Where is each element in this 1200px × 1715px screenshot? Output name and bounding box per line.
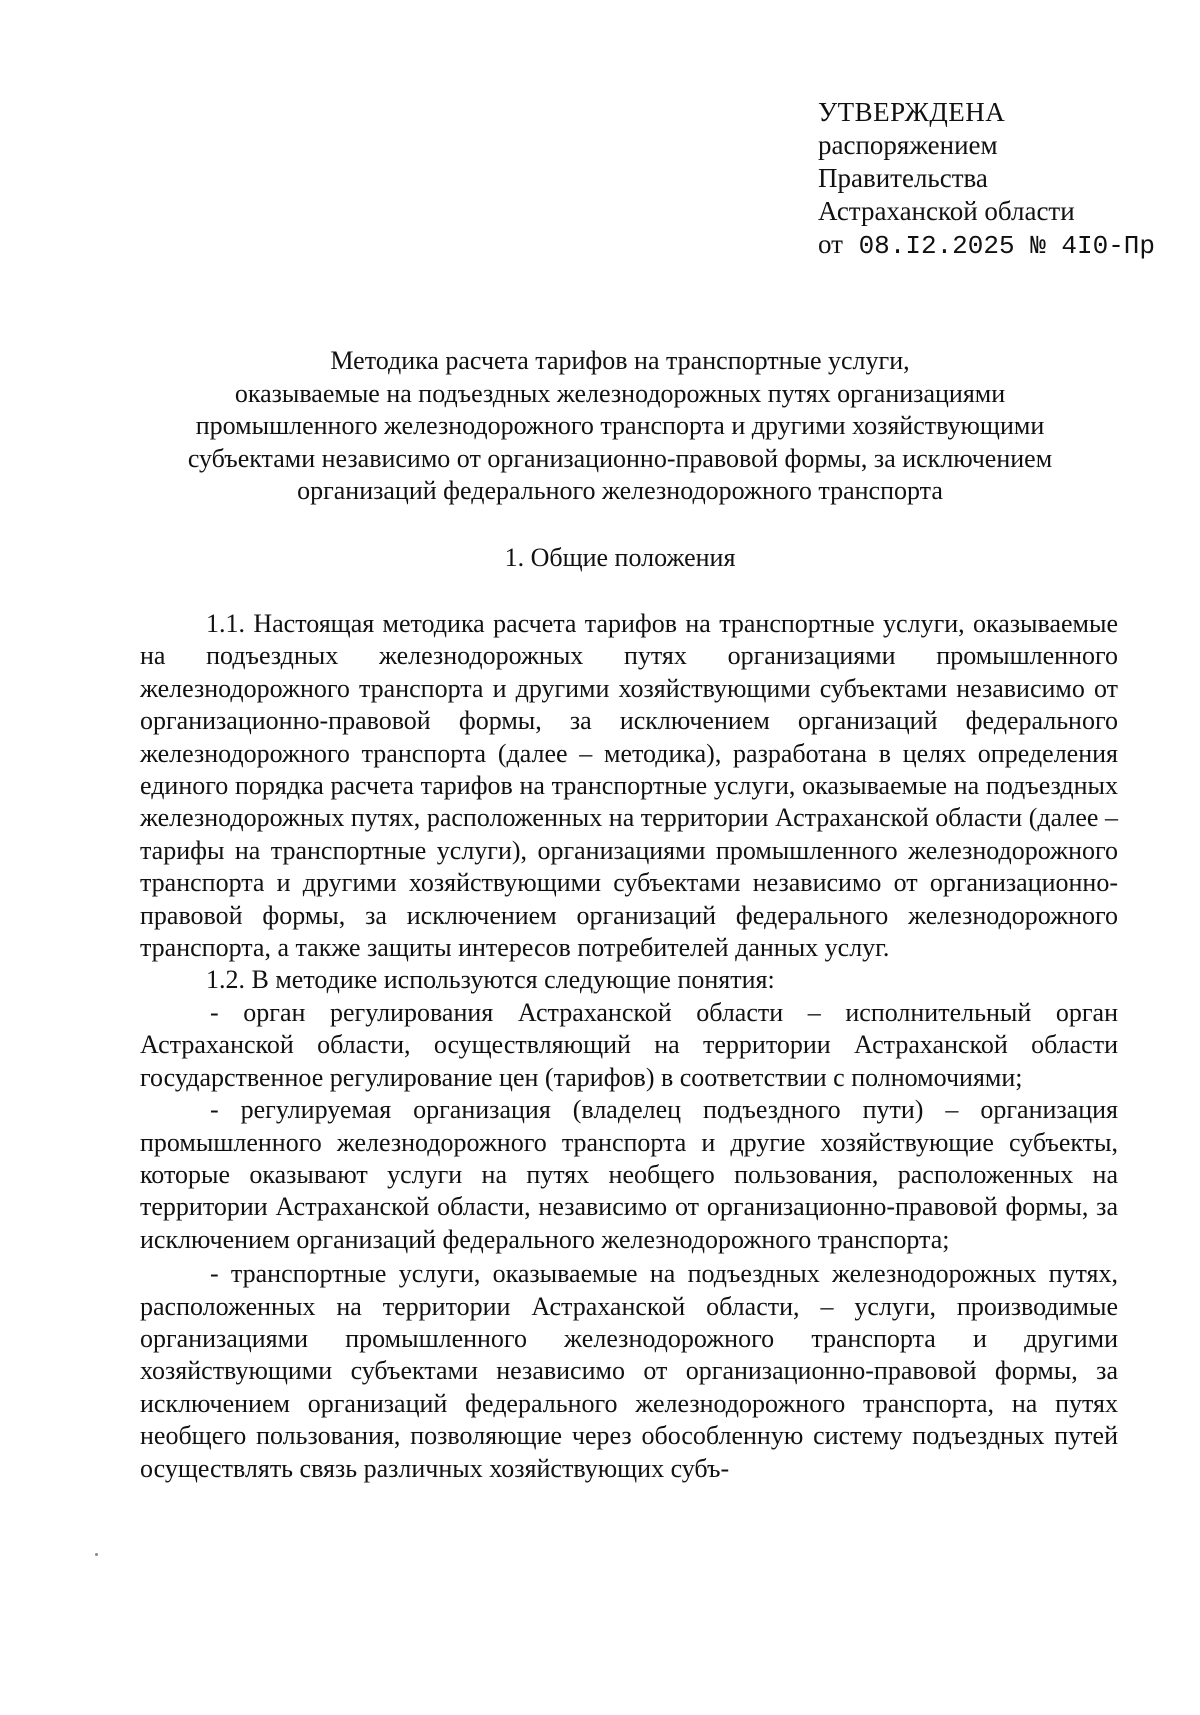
document-body: [140, 608, 1118, 1485]
document-title: [140, 345, 1100, 508]
approval-line-2: Правительства: [818, 163, 988, 193]
definition-regulated-organization: - регулируемая организация (владелец подъездного пути) – организация промышленного железнодорожного транспорта и другие хозяйствующие субъекты, которые оказывают услуги на путях необщего пользования, расположенных на территории Астраханской области, независимо от организационно-правовой формы, за исключением организаций федерального железнодорожного транспорта;: [140, 1095, 1118, 1254]
approval-stamp: [818, 96, 1155, 263]
title-line-4: субъектами независимо от организационно-правовой формы, за исключением: [187, 443, 1053, 473]
paragraph-1-2: 1.2. В методике используются следующие понятия:: [206, 965, 775, 995]
approval-line-3: Астраханской области: [818, 196, 1075, 226]
approval-date-value: 08.I2.2025 № 4I0-Пр: [858, 231, 1156, 261]
definition-transport-services: - транспортные услуги, оказываемые на подъездных железнодорожных путях, расположенных на территории Астраханской области, – услуги, производимые организациями промышленного железнодорожного транспорта и другими хозяйствующими субъектами независимо от организационно-правовой формы, за исключением организаций федерального железнодорожного транспорта, на путях необщего пользования, позволяющие через обособленную систему подъездных путей осуществлять связь различных хозяйствующих субъ-: [140, 1259, 1118, 1483]
approval-date-prefix: от: [818, 229, 843, 259]
definition-regulator: - орган регулирования Астраханской области – исполнительный орган Астраханской области, осуществляющий на территории Астраханской области государственное регулирование цен (тарифов) в соответствии с полномочиями;: [140, 997, 1118, 1092]
title-line-5: организаций федерального железнодорожного транспорта: [297, 476, 943, 505]
title-line-2: оказываемые на подъездных железнодорожных путях организациями: [234, 378, 1006, 408]
approval-line-1: распоряжением: [818, 130, 998, 160]
approval-heading: УТВЕРЖДЕНА: [818, 97, 1006, 127]
section-heading: 1. Общие положения: [504, 543, 736, 572]
title-line-3: промышленного железнодорожного транспорта и другими хозяйствующими: [195, 411, 1045, 440]
approval-date-line: [818, 228, 1155, 263]
scan-speck: [95, 1553, 98, 1556]
paragraph-1-1: 1.1. Настоящая методика расчета тарифов на транспортные услуги, оказываемые на подъездных железнодорожных путях организациями промышленного железнодорожного транспорта и другими хозяйствующими субъектами независимо от организационно-правовой формы, за исключением организаций федерального железнодорожного транспорта (далее – методика), разработана в целях определения единого порядка расчета тарифов на транспортные услуги, оказываемые на подъездных железнодорожных путях, расположенных на территории Астраханской области (далее – тарифы на транспортные услуги), организациями промышленного железнодорожного транспорта и другими хозяйствующими субъектами независимо от организационно-правовой формы, за исключением организаций федерального железнодорожного транспорта, а также защиты интересов потребителей данных услуг.: [140, 609, 1118, 963]
title-line-1: Методика расчета тарифов на транспортные услуги,: [330, 346, 910, 375]
